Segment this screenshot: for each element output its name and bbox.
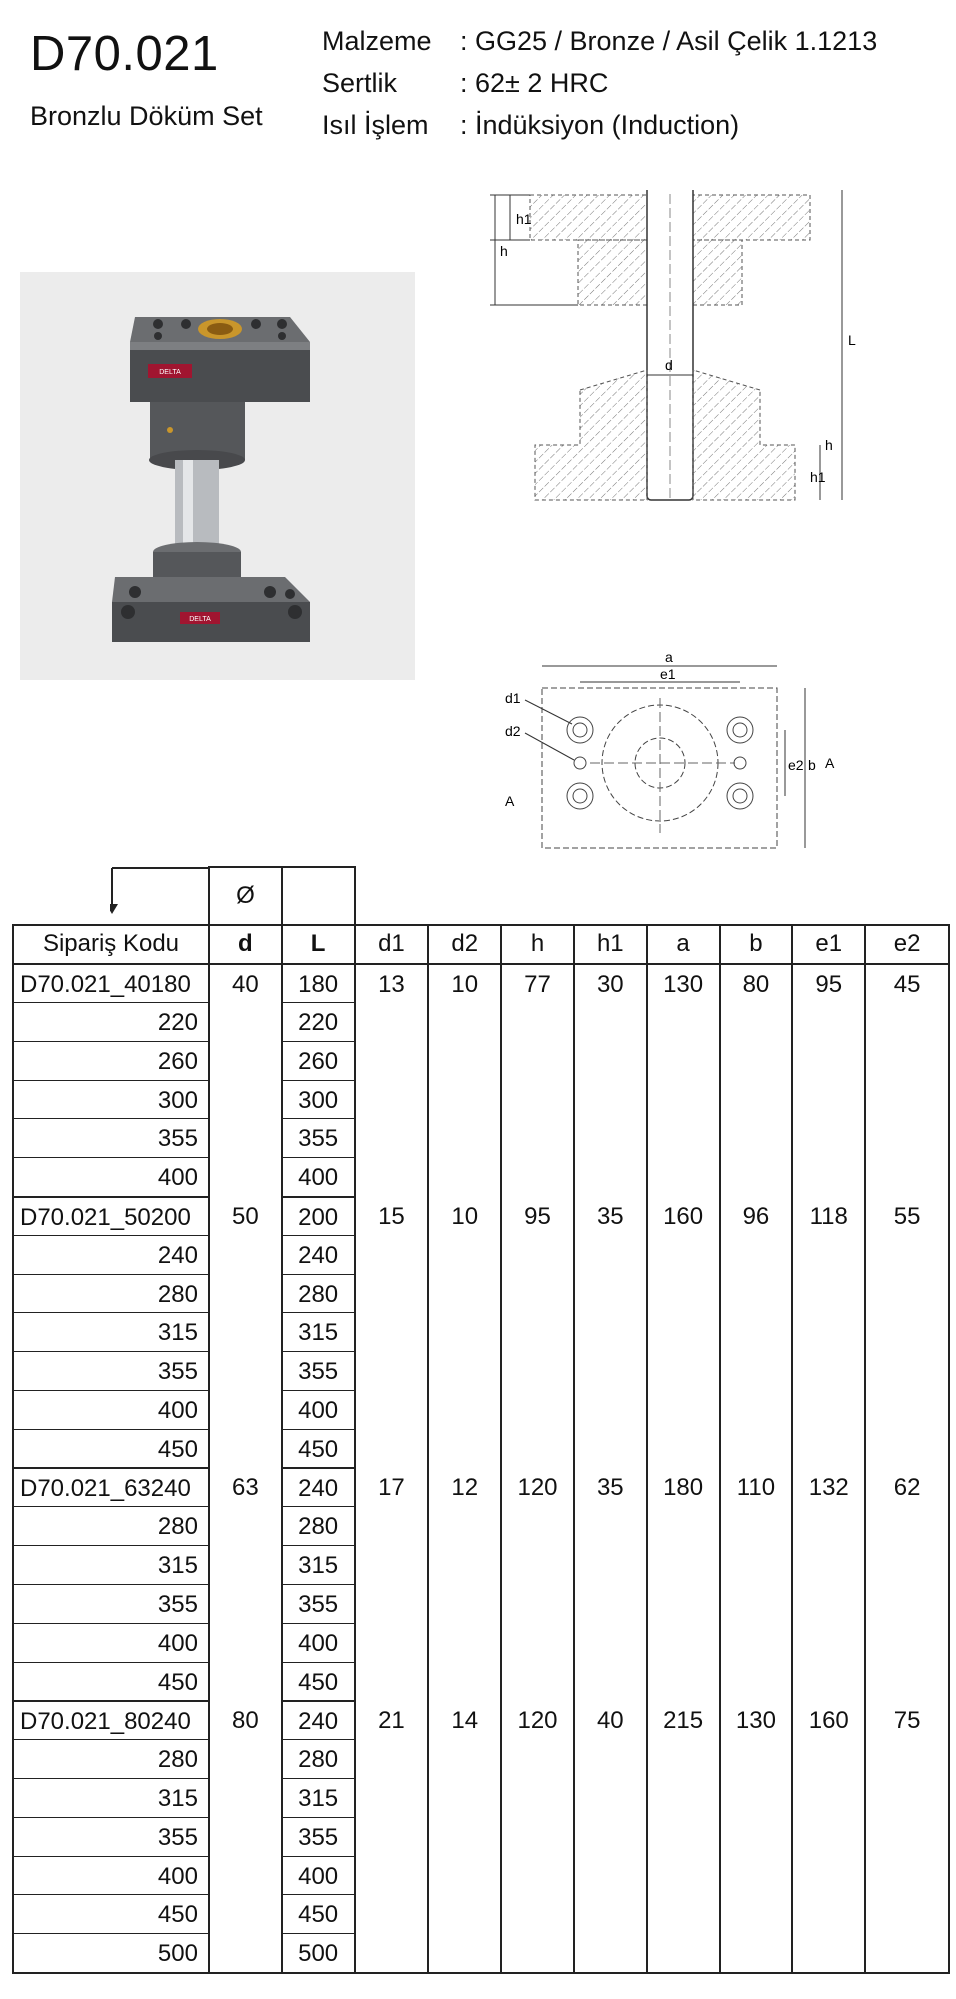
- header-a: a: [647, 925, 720, 964]
- L-cell: 355: [282, 1585, 355, 1624]
- d1-cell: 21: [355, 1701, 429, 1973]
- L-cell: 280: [282, 1740, 355, 1779]
- product-photo: [20, 272, 415, 680]
- order-code-cell: D70.021_40180: [13, 964, 209, 1003]
- header-h: h: [501, 925, 574, 964]
- specs-list: [322, 20, 877, 146]
- header-b: b: [720, 925, 793, 964]
- spec-label: Sertlik: [322, 68, 398, 98]
- L-cell: 355: [282, 1817, 355, 1856]
- order-code-cell: 355: [13, 1119, 209, 1158]
- L-cell: 200: [282, 1197, 355, 1236]
- d1-cell: 15: [355, 1197, 429, 1469]
- order-code-cell: 355: [13, 1352, 209, 1391]
- L-cell: 400: [282, 1623, 355, 1662]
- header-order-code: Sipariş Kodu: [13, 925, 209, 964]
- h-cell: 120: [501, 1701, 574, 1973]
- header-e1: e1: [792, 925, 865, 964]
- table-row: [13, 964, 949, 1003]
- order-code-cell: 500: [13, 1934, 209, 1973]
- h-cell: 95: [501, 1197, 574, 1469]
- L-cell: 450: [282, 1662, 355, 1701]
- order-code-cell: 355: [13, 1585, 209, 1624]
- dimension-table: [12, 924, 950, 1974]
- L-cell: 300: [282, 1080, 355, 1119]
- L-cell: 180: [282, 964, 355, 1003]
- arrow-down-icon: [110, 866, 210, 916]
- order-code-cell: D70.021_63240: [13, 1468, 209, 1507]
- order-code-cell: D70.021_50200: [13, 1197, 209, 1236]
- L-cell: 315: [282, 1546, 355, 1585]
- L-cell: 220: [282, 1003, 355, 1042]
- dim-h1-bottom: h1: [810, 469, 826, 485]
- spec-label: Isıl İşlem: [322, 110, 429, 140]
- section-marker-left: A: [505, 793, 515, 809]
- d2-cell: 14: [428, 1701, 501, 1973]
- d2-cell: 12: [428, 1468, 501, 1701]
- d1-cell: 17: [355, 1468, 429, 1701]
- photo-label-bottom: DELTA: [189, 616, 211, 623]
- d-cell: 63: [209, 1468, 282, 1701]
- order-code-cell: 240: [13, 1235, 209, 1274]
- d-cell: 50: [209, 1197, 282, 1469]
- d1-cell: 13: [355, 964, 429, 1197]
- order-code-cell: 280: [13, 1274, 209, 1313]
- table-header-row: [13, 925, 949, 964]
- d2-cell: 10: [428, 964, 501, 1197]
- a-cell: 160: [647, 1197, 720, 1469]
- L-cell: 500: [282, 1934, 355, 1973]
- spec-hardness: [322, 62, 877, 104]
- b-cell: 96: [720, 1197, 793, 1469]
- spec-value: : İndüksiyon (Induction): [460, 110, 740, 140]
- L-cell: 355: [282, 1119, 355, 1158]
- technical-drawing-plan: [500, 648, 880, 853]
- h-cell: 77: [501, 964, 574, 1197]
- dim-L: L: [848, 332, 856, 348]
- L-cell: 315: [282, 1779, 355, 1818]
- order-code-cell: 300: [13, 1080, 209, 1119]
- spec-value: : GG25 / Bronze / Asil Çelik 1.1213: [460, 26, 878, 56]
- a-cell: 215: [647, 1701, 720, 1973]
- h1-cell: 40: [574, 1701, 647, 1973]
- dim-d: d: [665, 357, 673, 373]
- h-cell: 120: [501, 1468, 574, 1701]
- product-name: Bronzlu Döküm Set: [30, 101, 263, 131]
- L-cell: 400: [282, 1856, 355, 1895]
- order-code-cell: 315: [13, 1313, 209, 1352]
- diameter-symbol: Ø: [210, 868, 283, 924]
- order-code-cell: 315: [13, 1779, 209, 1818]
- L-cell: 400: [282, 1158, 355, 1197]
- header-d2: d2: [428, 925, 501, 964]
- d2-cell: 10: [428, 1197, 501, 1469]
- order-code-cell: 400: [13, 1158, 209, 1197]
- b-cell: 80: [720, 964, 793, 1197]
- header-L: L: [282, 925, 355, 964]
- dim-d1: d1: [505, 690, 521, 706]
- e2-cell: 75: [865, 1701, 949, 1973]
- a-cell: 130: [647, 964, 720, 1197]
- photo-label-top: DELTA: [159, 369, 181, 376]
- e1-cell: 132: [792, 1468, 865, 1701]
- table-row: [13, 1197, 949, 1236]
- a-cell: 180: [647, 1468, 720, 1701]
- dim-h-bottom: h: [825, 437, 833, 453]
- L-cell: 315: [282, 1313, 355, 1352]
- order-code-cell: D70.021_80240: [13, 1701, 209, 1740]
- order-code-cell: 400: [13, 1856, 209, 1895]
- order-code-cell: 280: [13, 1740, 209, 1779]
- table-row: [13, 1468, 949, 1507]
- dim-e2: e2: [788, 757, 804, 773]
- header-e2: e2: [865, 925, 949, 964]
- empty-header-cell: [283, 868, 354, 924]
- e2-cell: 45: [865, 964, 949, 1197]
- dim-b: b: [808, 757, 816, 773]
- order-code-cell: 400: [13, 1391, 209, 1430]
- title-block: [30, 27, 263, 131]
- L-cell: 355: [282, 1352, 355, 1391]
- table-row: [13, 1701, 949, 1740]
- dim-d2: d2: [505, 723, 521, 739]
- order-code-cell: 260: [13, 1041, 209, 1080]
- h1-cell: 35: [574, 1197, 647, 1469]
- order-code-cell: 450: [13, 1895, 209, 1934]
- L-cell: 400: [282, 1391, 355, 1430]
- table-body: [13, 964, 949, 1973]
- order-code-cell: 355: [13, 1817, 209, 1856]
- e2-cell: 62: [865, 1468, 949, 1701]
- product-code: D70.021: [30, 27, 219, 81]
- h1-cell: 35: [574, 1468, 647, 1701]
- L-cell: 240: [282, 1235, 355, 1274]
- L-cell: 280: [282, 1507, 355, 1546]
- e1-cell: 118: [792, 1197, 865, 1469]
- order-code-cell: 450: [13, 1429, 209, 1468]
- dim-h1-top: h1: [516, 211, 532, 227]
- L-cell: 240: [282, 1701, 355, 1740]
- h1-cell: 30: [574, 964, 647, 1197]
- e1-cell: 95: [792, 964, 865, 1197]
- b-cell: 130: [720, 1701, 793, 1973]
- b-cell: 110: [720, 1468, 793, 1701]
- dim-a: a: [665, 649, 673, 665]
- L-cell: 280: [282, 1274, 355, 1313]
- d-cell: 40: [209, 964, 282, 1197]
- order-code-cell: 280: [13, 1507, 209, 1546]
- header-h1: h1: [574, 925, 647, 964]
- order-code-cell: 400: [13, 1623, 209, 1662]
- section-marker-right: A: [825, 755, 835, 771]
- e2-cell: 55: [865, 1197, 949, 1469]
- order-code-cell: 220: [13, 1003, 209, 1042]
- plan-view: [500, 648, 880, 853]
- die-set-illustration: [20, 272, 415, 680]
- table-extra-header: [208, 866, 356, 924]
- L-cell: 450: [282, 1429, 355, 1468]
- header-d: d: [209, 925, 282, 964]
- spec-label: Malzeme: [322, 26, 432, 56]
- section-view: [490, 190, 890, 650]
- L-cell: 450: [282, 1895, 355, 1934]
- L-cell: 260: [282, 1041, 355, 1080]
- order-code-cell: 315: [13, 1546, 209, 1585]
- spec-value: : 62± 2 HRC: [460, 68, 609, 98]
- dim-h-top: h: [500, 243, 508, 259]
- order-code-cell: 450: [13, 1662, 209, 1701]
- header-d1: d1: [355, 925, 429, 964]
- e1-cell: 160: [792, 1701, 865, 1973]
- dim-e1: e1: [660, 666, 676, 682]
- spec-material: [322, 20, 877, 62]
- spec-heat-treatment: [322, 104, 877, 146]
- L-cell: 240: [282, 1468, 355, 1507]
- d-cell: 80: [209, 1701, 282, 1973]
